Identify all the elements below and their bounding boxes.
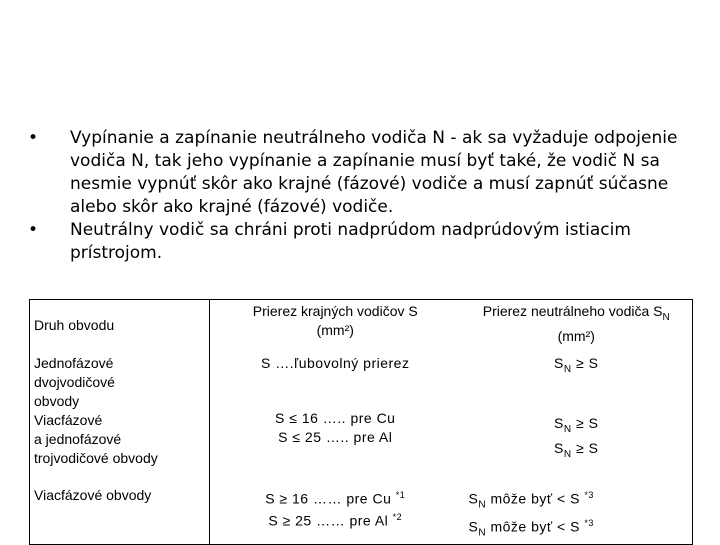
cell-line xyxy=(469,514,689,542)
cell-line xyxy=(465,354,689,379)
footnote-mark: *1 xyxy=(395,489,406,500)
header-unit: (mm²) xyxy=(557,327,595,344)
phase-section-cell xyxy=(210,352,461,472)
cell-line: dvojvodičové xyxy=(34,373,115,390)
cell-line xyxy=(214,508,457,531)
neutral-section-cell xyxy=(461,472,693,545)
bullet-dot-icon: • xyxy=(28,128,39,148)
phase-section-cell xyxy=(210,472,461,545)
cell-line xyxy=(465,439,689,464)
subscript: N xyxy=(563,363,572,375)
relation: ≥ S xyxy=(571,415,599,432)
cell-line xyxy=(214,486,457,509)
header-neutral-section xyxy=(461,300,693,352)
symbol: S xyxy=(468,490,479,507)
cell-line: S ≤ 16 ….. pre Cu xyxy=(275,409,396,426)
relation: S ≥ 16 …… pre Cu xyxy=(265,490,392,507)
cell-line: Viacfázové xyxy=(34,411,103,428)
cell-line: obvody xyxy=(34,392,80,409)
header-label: Prierez krajných vodičov S xyxy=(252,303,418,319)
bullet-text: Vypínanie a zapínanie neutrálneho vodiča N - ak sa vyžaduje odpojenie vodiča N, tak jeho vypínanie a zapínanie musí byť také, že vodič N sa nesmie vypnúť skôr ako krajné (fázové) vodiče a musí zapnúť súčasne alebo skôr ako krajné (fázové) vodiče. xyxy=(70,128,678,217)
header-label: Prierez neutrálneho vodiča S xyxy=(482,303,663,319)
circuit-type-cell xyxy=(30,472,210,545)
bullet-item xyxy=(28,127,698,219)
cell-line: Viacfázové obvody xyxy=(34,486,152,503)
header-unit: (mm²) xyxy=(316,322,354,338)
cell-line: S ….ľubovolný prierez xyxy=(261,354,410,371)
subscript: N xyxy=(563,448,572,460)
subscript: N xyxy=(478,498,487,510)
relation: S ≥ 25 …… pre Al xyxy=(268,512,389,529)
footnote-mark: *3 xyxy=(584,489,594,500)
cell-line: S ≤ 25 ….. pre Al xyxy=(278,428,393,445)
subscript: N xyxy=(563,424,572,436)
symbol: S xyxy=(554,415,564,432)
relation: ≥ S xyxy=(571,440,599,457)
header-circuit-type xyxy=(30,300,210,352)
relation: ≥ S xyxy=(571,354,599,371)
bullet-dot-icon: • xyxy=(28,220,39,240)
symbol: S xyxy=(554,440,564,457)
subscript: N xyxy=(662,311,670,323)
symbol: S xyxy=(554,354,564,371)
cell-line: a jednofázové xyxy=(34,430,122,447)
subscript: N xyxy=(478,527,487,539)
table-header-row xyxy=(30,300,693,352)
table-row xyxy=(30,472,693,545)
header-label: Druh obvodu xyxy=(34,317,115,334)
circuit-type-cell xyxy=(30,352,210,472)
bullet-item xyxy=(28,219,698,265)
conductor-table xyxy=(29,299,693,545)
relation: môže byť < S xyxy=(486,490,580,507)
symbol: S xyxy=(468,518,479,535)
relation: môže byť < S xyxy=(486,518,580,535)
cell-line: Jednofázové xyxy=(34,354,114,371)
header-phase-section xyxy=(210,300,461,352)
footnote-mark: *3 xyxy=(584,517,594,528)
neutral-section-cell xyxy=(461,352,693,472)
bullet-text: Neutrálny vodič sa chráni proti nadprúdom nadprúdovým istiacim prístrojom. xyxy=(70,220,631,263)
bullet-list xyxy=(28,127,698,265)
footnote-mark: *2 xyxy=(392,512,403,523)
table-row xyxy=(30,352,693,472)
cell-line: trojvodičové obvody xyxy=(34,449,158,466)
cell-line xyxy=(469,486,689,514)
cell-line xyxy=(465,414,689,439)
